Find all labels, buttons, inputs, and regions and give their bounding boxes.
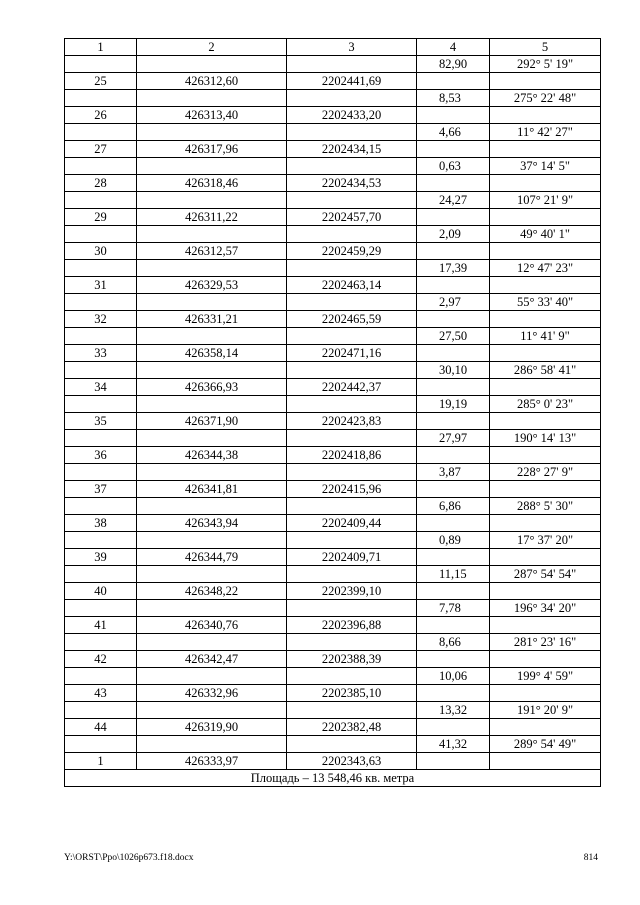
angle-cell: 281° 23' 16" bbox=[490, 634, 601, 651]
x-coordinate-cell: 426333,97 bbox=[137, 753, 287, 770]
header-cell-2: 2 bbox=[137, 39, 287, 56]
x-coordinate-cell bbox=[137, 736, 287, 753]
y-coordinate-cell bbox=[287, 600, 417, 617]
angle-cell bbox=[490, 413, 601, 430]
point-number-cell bbox=[65, 702, 137, 719]
point-row bbox=[65, 549, 601, 566]
distance-cell bbox=[417, 719, 490, 736]
angle-cell: 11° 42' 27" bbox=[490, 124, 601, 141]
angle-cell: 289° 54' 49" bbox=[490, 736, 601, 753]
point-number-cell: 31 bbox=[65, 277, 137, 294]
area-total: Площадь – 13 548,46 кв. метра bbox=[65, 770, 601, 787]
distance-cell: 27,50 bbox=[417, 328, 490, 345]
y-coordinate-cell bbox=[287, 56, 417, 73]
angle-cell bbox=[490, 549, 601, 566]
distance-cell bbox=[417, 447, 490, 464]
point-number-cell: 41 bbox=[65, 617, 137, 634]
table-body bbox=[65, 56, 601, 770]
measure-row bbox=[65, 668, 601, 685]
y-coordinate-cell: 2202459,29 bbox=[287, 243, 417, 260]
angle-cell: 285° 0' 23" bbox=[490, 396, 601, 413]
distance-cell bbox=[417, 549, 490, 566]
y-coordinate-cell: 2202409,44 bbox=[287, 515, 417, 532]
area-row bbox=[65, 770, 601, 787]
x-coordinate-cell: 426312,60 bbox=[137, 73, 287, 90]
x-coordinate-cell bbox=[137, 226, 287, 243]
measure-row bbox=[65, 260, 601, 277]
point-number-cell: 32 bbox=[65, 311, 137, 328]
angle-cell bbox=[490, 481, 601, 498]
measure-row bbox=[65, 702, 601, 719]
angle-cell: 37° 14' 5" bbox=[490, 158, 601, 175]
point-number-cell bbox=[65, 328, 137, 345]
distance-cell: 2,09 bbox=[417, 226, 490, 243]
x-coordinate-cell: 426319,90 bbox=[137, 719, 287, 736]
measure-row bbox=[65, 124, 601, 141]
y-coordinate-cell bbox=[287, 90, 417, 107]
measure-row bbox=[65, 532, 601, 549]
coordinates-table-container bbox=[64, 38, 600, 787]
distance-cell: 7,78 bbox=[417, 600, 490, 617]
x-coordinate-cell bbox=[137, 294, 287, 311]
angle-cell bbox=[490, 515, 601, 532]
angle-cell bbox=[490, 345, 601, 362]
distance-cell bbox=[417, 515, 490, 532]
point-number-cell bbox=[65, 90, 137, 107]
point-number-cell: 26 bbox=[65, 107, 137, 124]
y-coordinate-cell: 2202434,15 bbox=[287, 141, 417, 158]
angle-cell: 275° 22' 48" bbox=[490, 90, 601, 107]
header-cell-1: 1 bbox=[65, 39, 137, 56]
y-coordinate-cell bbox=[287, 396, 417, 413]
distance-cell: 0,63 bbox=[417, 158, 490, 175]
distance-cell bbox=[417, 175, 490, 192]
angle-cell bbox=[490, 753, 601, 770]
point-row bbox=[65, 515, 601, 532]
y-coordinate-cell bbox=[287, 260, 417, 277]
distance-cell: 8,53 bbox=[417, 90, 490, 107]
y-coordinate-cell bbox=[287, 124, 417, 141]
point-row bbox=[65, 175, 601, 192]
y-coordinate-cell bbox=[287, 226, 417, 243]
angle-cell bbox=[490, 447, 601, 464]
point-row bbox=[65, 243, 601, 260]
x-coordinate-cell: 426344,79 bbox=[137, 549, 287, 566]
measure-row bbox=[65, 158, 601, 175]
y-coordinate-cell: 2202382,48 bbox=[287, 719, 417, 736]
y-coordinate-cell bbox=[287, 158, 417, 175]
distance-cell: 24,27 bbox=[417, 192, 490, 209]
measure-row bbox=[65, 566, 601, 583]
x-coordinate-cell bbox=[137, 532, 287, 549]
measure-row bbox=[65, 226, 601, 243]
table-header-row bbox=[65, 39, 601, 56]
distance-cell bbox=[417, 617, 490, 634]
y-coordinate-cell: 2202399,10 bbox=[287, 583, 417, 600]
point-row bbox=[65, 311, 601, 328]
distance-cell bbox=[417, 141, 490, 158]
y-coordinate-cell bbox=[287, 362, 417, 379]
distance-cell: 4,66 bbox=[417, 124, 490, 141]
point-number-cell: 29 bbox=[65, 209, 137, 226]
distance-cell: 17,39 bbox=[417, 260, 490, 277]
y-coordinate-cell: 2202434,53 bbox=[287, 175, 417, 192]
distance-cell: 19,19 bbox=[417, 396, 490, 413]
y-coordinate-cell bbox=[287, 498, 417, 515]
y-coordinate-cell bbox=[287, 702, 417, 719]
distance-cell: 82,90 bbox=[417, 56, 490, 73]
measure-row bbox=[65, 328, 601, 345]
point-row bbox=[65, 447, 601, 464]
x-coordinate-cell: 426341,81 bbox=[137, 481, 287, 498]
x-coordinate-cell bbox=[137, 566, 287, 583]
distance-cell bbox=[417, 209, 490, 226]
distance-cell bbox=[417, 243, 490, 260]
x-coordinate-cell: 426340,76 bbox=[137, 617, 287, 634]
angle-cell bbox=[490, 685, 601, 702]
point-number-cell: 44 bbox=[65, 719, 137, 736]
angle-cell bbox=[490, 583, 601, 600]
y-coordinate-cell bbox=[287, 192, 417, 209]
y-coordinate-cell bbox=[287, 668, 417, 685]
point-row bbox=[65, 209, 601, 226]
x-coordinate-cell: 426318,46 bbox=[137, 175, 287, 192]
angle-cell: 228° 27' 9" bbox=[490, 464, 601, 481]
y-coordinate-cell: 2202465,59 bbox=[287, 311, 417, 328]
distance-cell: 8,66 bbox=[417, 634, 490, 651]
measure-row bbox=[65, 464, 601, 481]
x-coordinate-cell bbox=[137, 634, 287, 651]
x-coordinate-cell bbox=[137, 464, 287, 481]
x-coordinate-cell: 426329,53 bbox=[137, 277, 287, 294]
point-number-cell bbox=[65, 634, 137, 651]
y-coordinate-cell: 2202471,16 bbox=[287, 345, 417, 362]
angle-cell: 292° 5' 19" bbox=[490, 56, 601, 73]
y-coordinate-cell bbox=[287, 736, 417, 753]
angle-cell: 49° 40' 1" bbox=[490, 226, 601, 243]
measure-row bbox=[65, 430, 601, 447]
x-coordinate-cell bbox=[137, 90, 287, 107]
header-cell-5: 5 bbox=[490, 39, 601, 56]
angle-cell bbox=[490, 209, 601, 226]
y-coordinate-cell: 2202418,86 bbox=[287, 447, 417, 464]
angle-cell bbox=[490, 141, 601, 158]
x-coordinate-cell: 426348,22 bbox=[137, 583, 287, 600]
point-number-cell bbox=[65, 56, 137, 73]
angle-cell bbox=[490, 651, 601, 668]
angle-cell: 199° 4' 59" bbox=[490, 668, 601, 685]
point-row bbox=[65, 583, 601, 600]
x-coordinate-cell: 426332,96 bbox=[137, 685, 287, 702]
measure-row bbox=[65, 56, 601, 73]
x-coordinate-cell: 426343,94 bbox=[137, 515, 287, 532]
distance-cell bbox=[417, 73, 490, 90]
distance-cell bbox=[417, 107, 490, 124]
y-coordinate-cell: 2202457,70 bbox=[287, 209, 417, 226]
angle-cell: 11° 41' 9" bbox=[490, 328, 601, 345]
distance-cell: 11,15 bbox=[417, 566, 490, 583]
measure-row bbox=[65, 90, 601, 107]
point-number-cell: 35 bbox=[65, 413, 137, 430]
x-coordinate-cell bbox=[137, 702, 287, 719]
point-row bbox=[65, 753, 601, 770]
point-number-cell: 25 bbox=[65, 73, 137, 90]
x-coordinate-cell: 426317,96 bbox=[137, 141, 287, 158]
distance-cell bbox=[417, 277, 490, 294]
angle-cell bbox=[490, 73, 601, 90]
point-number-cell bbox=[65, 736, 137, 753]
x-coordinate-cell bbox=[137, 600, 287, 617]
point-row bbox=[65, 277, 601, 294]
point-number-cell bbox=[65, 396, 137, 413]
point-number-cell: 40 bbox=[65, 583, 137, 600]
point-number-cell: 30 bbox=[65, 243, 137, 260]
x-coordinate-cell: 426371,90 bbox=[137, 413, 287, 430]
distance-cell: 3,87 bbox=[417, 464, 490, 481]
y-coordinate-cell bbox=[287, 634, 417, 651]
x-coordinate-cell: 426344,38 bbox=[137, 447, 287, 464]
footer-page-number: 814 bbox=[583, 853, 598, 863]
x-coordinate-cell: 426358,14 bbox=[137, 345, 287, 362]
point-number-cell: 33 bbox=[65, 345, 137, 362]
point-number-cell bbox=[65, 498, 137, 515]
header-cell-3: 3 bbox=[287, 39, 417, 56]
point-number-cell: 37 bbox=[65, 481, 137, 498]
x-coordinate-cell bbox=[137, 158, 287, 175]
x-coordinate-cell bbox=[137, 668, 287, 685]
point-number-cell bbox=[65, 362, 137, 379]
point-row bbox=[65, 141, 601, 158]
measure-row bbox=[65, 396, 601, 413]
point-number-cell: 1 bbox=[65, 753, 137, 770]
point-row bbox=[65, 413, 601, 430]
footer-file-path: Y:\ORST\Ppo\1026p673.f18.docx bbox=[64, 853, 194, 863]
x-coordinate-cell bbox=[137, 56, 287, 73]
x-coordinate-cell: 426312,57 bbox=[137, 243, 287, 260]
measure-row bbox=[65, 600, 601, 617]
x-coordinate-cell: 426313,40 bbox=[137, 107, 287, 124]
point-number-cell bbox=[65, 260, 137, 277]
x-coordinate-cell bbox=[137, 396, 287, 413]
distance-cell: 0,89 bbox=[417, 532, 490, 549]
x-coordinate-cell: 426366,93 bbox=[137, 379, 287, 396]
point-row bbox=[65, 73, 601, 90]
point-row bbox=[65, 345, 601, 362]
angle-cell: 17° 37' 20" bbox=[490, 532, 601, 549]
angle-cell: 55° 33' 40" bbox=[490, 294, 601, 311]
header-cell-4: 4 bbox=[417, 39, 490, 56]
distance-cell bbox=[417, 481, 490, 498]
point-row bbox=[65, 651, 601, 668]
x-coordinate-cell bbox=[137, 124, 287, 141]
point-row bbox=[65, 685, 601, 702]
y-coordinate-cell: 2202441,69 bbox=[287, 73, 417, 90]
point-number-cell bbox=[65, 124, 137, 141]
point-number-cell: 27 bbox=[65, 141, 137, 158]
angle-cell: 12° 47' 23" bbox=[490, 260, 601, 277]
distance-cell: 41,32 bbox=[417, 736, 490, 753]
distance-cell: 27,97 bbox=[417, 430, 490, 447]
y-coordinate-cell: 2202423,83 bbox=[287, 413, 417, 430]
distance-cell bbox=[417, 685, 490, 702]
angle-cell bbox=[490, 311, 601, 328]
point-number-cell: 38 bbox=[65, 515, 137, 532]
measure-row bbox=[65, 736, 601, 753]
distance-cell: 30,10 bbox=[417, 362, 490, 379]
y-coordinate-cell bbox=[287, 430, 417, 447]
point-number-cell: 28 bbox=[65, 175, 137, 192]
y-coordinate-cell bbox=[287, 328, 417, 345]
y-coordinate-cell: 2202409,71 bbox=[287, 549, 417, 566]
x-coordinate-cell bbox=[137, 498, 287, 515]
point-number-cell bbox=[65, 532, 137, 549]
distance-cell bbox=[417, 379, 490, 396]
x-coordinate-cell bbox=[137, 192, 287, 209]
x-coordinate-cell: 426331,21 bbox=[137, 311, 287, 328]
point-number-cell bbox=[65, 600, 137, 617]
point-number-cell bbox=[65, 158, 137, 175]
point-number-cell: 36 bbox=[65, 447, 137, 464]
point-row bbox=[65, 379, 601, 396]
angle-cell bbox=[490, 243, 601, 260]
y-coordinate-cell bbox=[287, 464, 417, 481]
measure-row bbox=[65, 634, 601, 651]
point-row bbox=[65, 719, 601, 736]
point-number-cell bbox=[65, 226, 137, 243]
distance-cell bbox=[417, 413, 490, 430]
measure-row bbox=[65, 192, 601, 209]
coordinates-table bbox=[64, 38, 601, 787]
point-number-cell bbox=[65, 294, 137, 311]
y-coordinate-cell: 2202433,20 bbox=[287, 107, 417, 124]
angle-cell bbox=[490, 277, 601, 294]
angle-cell: 196° 34' 20" bbox=[490, 600, 601, 617]
angle-cell bbox=[490, 175, 601, 192]
distance-cell: 6,86 bbox=[417, 498, 490, 515]
angle-cell bbox=[490, 107, 601, 124]
angle-cell: 190° 14' 13" bbox=[490, 430, 601, 447]
distance-cell: 13,32 bbox=[417, 702, 490, 719]
distance-cell bbox=[417, 753, 490, 770]
x-coordinate-cell bbox=[137, 362, 287, 379]
point-number-cell bbox=[65, 192, 137, 209]
distance-cell: 2,97 bbox=[417, 294, 490, 311]
distance-cell bbox=[417, 583, 490, 600]
measure-row bbox=[65, 294, 601, 311]
point-row bbox=[65, 481, 601, 498]
point-number-cell bbox=[65, 668, 137, 685]
y-coordinate-cell: 2202385,10 bbox=[287, 685, 417, 702]
angle-cell bbox=[490, 719, 601, 736]
angle-cell: 191° 20' 9" bbox=[490, 702, 601, 719]
x-coordinate-cell bbox=[137, 260, 287, 277]
angle-cell bbox=[490, 379, 601, 396]
y-coordinate-cell bbox=[287, 566, 417, 583]
measure-row bbox=[65, 362, 601, 379]
point-number-cell: 39 bbox=[65, 549, 137, 566]
y-coordinate-cell bbox=[287, 532, 417, 549]
x-coordinate-cell: 426342,47 bbox=[137, 651, 287, 668]
distance-cell: 10,06 bbox=[417, 668, 490, 685]
x-coordinate-cell bbox=[137, 430, 287, 447]
y-coordinate-cell: 2202442,37 bbox=[287, 379, 417, 396]
point-row bbox=[65, 107, 601, 124]
angle-cell bbox=[490, 617, 601, 634]
point-number-cell: 42 bbox=[65, 651, 137, 668]
measure-row bbox=[65, 498, 601, 515]
y-coordinate-cell bbox=[287, 294, 417, 311]
distance-cell bbox=[417, 311, 490, 328]
y-coordinate-cell: 2202415,96 bbox=[287, 481, 417, 498]
y-coordinate-cell: 2202463,14 bbox=[287, 277, 417, 294]
distance-cell bbox=[417, 345, 490, 362]
point-number-cell: 34 bbox=[65, 379, 137, 396]
angle-cell: 107° 21' 9" bbox=[490, 192, 601, 209]
angle-cell: 286° 58' 41" bbox=[490, 362, 601, 379]
point-number-cell bbox=[65, 464, 137, 481]
point-number-cell bbox=[65, 566, 137, 583]
angle-cell: 288° 5' 30" bbox=[490, 498, 601, 515]
y-coordinate-cell: 2202388,39 bbox=[287, 651, 417, 668]
x-coordinate-cell: 426311,22 bbox=[137, 209, 287, 226]
y-coordinate-cell: 2202343,63 bbox=[287, 753, 417, 770]
angle-cell: 287° 54' 54" bbox=[490, 566, 601, 583]
point-number-cell bbox=[65, 430, 137, 447]
y-coordinate-cell: 2202396,88 bbox=[287, 617, 417, 634]
distance-cell bbox=[417, 651, 490, 668]
point-row bbox=[65, 617, 601, 634]
point-number-cell: 43 bbox=[65, 685, 137, 702]
x-coordinate-cell bbox=[137, 328, 287, 345]
